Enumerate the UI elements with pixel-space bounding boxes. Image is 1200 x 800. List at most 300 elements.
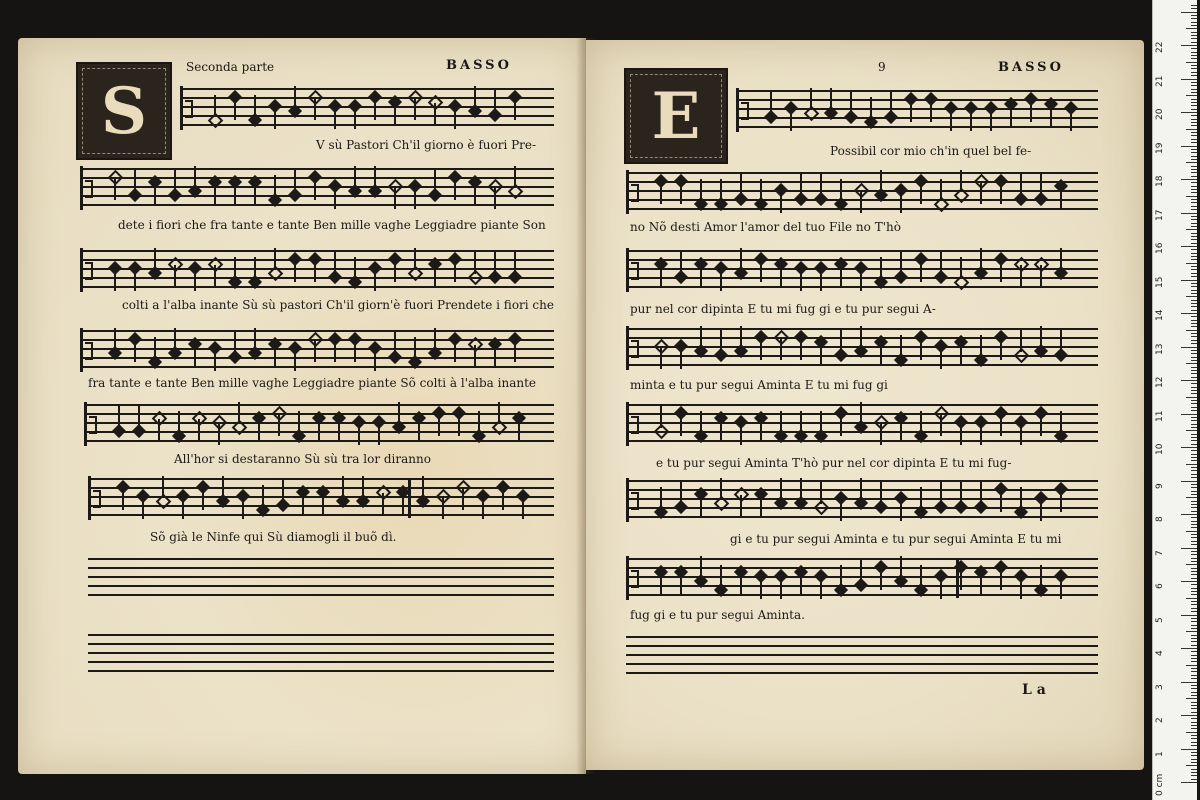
ruler-tick [1191,206,1197,207]
staff-line [626,337,1098,339]
ruler-tick [1191,35,1197,36]
note-stem [930,100,932,122]
note-stem [720,419,722,441]
ruler-tick [1191,450,1197,451]
note-stem [720,179,722,201]
ruler-tick [1181,581,1197,582]
note-stem [1000,414,1002,436]
ruler-number: 11 [1155,410,1165,422]
music-staff [88,478,554,518]
note-stem [920,182,922,204]
note-stem [514,166,516,188]
note-stem [1020,265,1022,287]
ruler-tick [1191,638,1197,639]
note-stem [442,497,444,519]
ruler-tick [1191,383,1197,384]
note-stem [840,330,842,352]
ruler-tick [1191,628,1197,629]
ruler-number: 17 [1155,209,1165,221]
ruler-tick [1186,363,1197,364]
note-stem [334,107,336,129]
staff-line [626,663,1098,665]
clef-icon [88,476,103,520]
ruler-tick [1191,186,1197,187]
note-stem [820,174,822,196]
note-stem [394,103,396,125]
music-staff [626,172,1098,212]
ruler-tick [1191,608,1197,609]
page-number: 9 [878,60,886,74]
ruler-tick [1191,779,1197,780]
note-stem [960,170,962,192]
note-stem [860,326,862,348]
note-stem [850,92,852,114]
ruler-tick [1191,202,1197,203]
note-stem [1060,330,1062,352]
note-stem [680,182,682,204]
note-stem [494,90,496,112]
staff-line [180,106,554,108]
note-stem [800,269,802,291]
staff-line [80,195,554,197]
note-stem [134,340,136,362]
note-stem [214,349,216,371]
ruler-tick [1186,129,1197,130]
note-stem [258,419,260,441]
ruler-tick [1186,95,1197,96]
ruler-tick [1191,591,1197,592]
note-stem [920,565,922,587]
staff-line [80,348,554,350]
note-stem [1040,174,1042,196]
note-stem [394,187,396,209]
ruler-number: 12 [1155,376,1165,388]
ruler-tick [1191,58,1197,59]
note-stem [134,269,136,291]
note-stem [780,191,782,213]
note-stem [194,269,196,291]
note-stem [434,328,436,350]
note-stem [494,252,496,274]
part-heading: BASSO [446,58,512,73]
note-stem [274,345,276,367]
lyric-line: V sù Pastori Ch'il giorno è fuori Pre- [316,138,537,152]
ruler-tick [1186,564,1197,565]
ruler-tick [1181,481,1197,482]
note-stem [142,497,144,519]
ruler-number: 14 [1155,309,1165,321]
note-stem [482,497,484,519]
staff-line [88,558,554,560]
ruler-tick [1186,430,1197,431]
ruler-tick [1191,82,1197,83]
note-stem [700,411,702,433]
note-stem [302,493,304,515]
note-stem [1020,487,1022,509]
note-stem [362,476,364,498]
note-stem [314,340,316,362]
note-stem [438,414,440,436]
note-stem [760,419,762,441]
ruler-tick [1191,578,1197,579]
staff-line [626,413,1098,415]
clef-icon [626,170,641,214]
ruler-tick [1191,336,1197,337]
staff-line [88,643,554,645]
ruler-tick [1181,246,1197,247]
note-stem [960,257,962,279]
ruler-tick [1191,239,1197,240]
music-staff [626,250,1098,290]
ruler-tick [1191,688,1197,689]
note-stem [680,252,682,274]
note-stem [338,419,340,441]
note-stem [318,419,320,441]
ruler-tick [1191,571,1197,572]
ruler-tick [1191,584,1197,585]
ruler-tick [1191,169,1197,170]
note-stem [920,338,922,360]
ruler-tick [1186,397,1197,398]
ruler-tick [1191,139,1197,140]
lyric-line: pur nel cor dipinta E tu mi fug gi e tu pur segui A- [630,302,936,316]
note-stem [740,326,742,348]
note-stem [840,179,842,201]
staff-line [80,286,554,288]
note-stem [154,248,156,270]
ruler-tick [1191,521,1197,522]
ruler-number: 22 [1155,41,1165,53]
note-stem [1060,187,1062,209]
ruler-tick [1191,390,1197,391]
note-stem [1060,248,1062,270]
note-stem [980,482,982,504]
note-stem [334,187,336,209]
initial-letter: E [651,78,701,154]
staff-line [626,286,1098,288]
note-stem [940,179,942,201]
ruler-tick [1191,156,1197,157]
note-stem [234,183,236,205]
note-stem [700,326,702,348]
note-stem [660,487,662,509]
staff-line [626,654,1098,656]
note-stem [800,338,802,360]
note-stem [1060,490,1062,512]
ruler-tick [1191,32,1197,33]
ruler-tick [1181,615,1197,616]
note-stem [378,423,380,445]
note-stem [1060,577,1062,599]
note-stem [950,109,952,131]
ruler-tick [1191,504,1197,505]
ruler-tick [1191,491,1197,492]
ruler-tick [1191,517,1197,518]
ruler-tick [1191,702,1197,703]
music-staff [80,330,554,370]
ruler-tick [1191,166,1197,167]
ruler-tick [1191,722,1197,723]
note-stem [780,478,782,500]
note-stem [680,347,682,369]
note-stem [840,565,842,587]
note-stem [820,577,822,599]
staff-line [626,567,1098,569]
note-stem [254,328,256,350]
note-stem [274,107,276,129]
ruler-tick [1181,179,1197,180]
ruler-tick [1191,558,1197,559]
ruler-tick [1186,330,1197,331]
staff-line [88,567,554,569]
note-stem [940,577,942,599]
ruler-tick [1186,162,1197,163]
ruler-tick [1191,52,1197,53]
note-stem [660,347,662,369]
note-stem [660,265,662,287]
note-stem [800,411,802,433]
note-stem [454,107,456,129]
clef-icon [626,248,641,292]
note-stem [940,414,942,436]
note-stem [820,482,822,504]
ruler-tick [1191,541,1197,542]
lyric-line: no Nõ desti Amor l'amor del tuo File no T'hò [630,220,901,234]
ruler-tick [1191,641,1197,642]
ruler-tick [1191,8,1197,9]
lyric-line: fug gi e tu pur segui Aminta. [630,608,805,622]
clef-icon [626,402,641,446]
staff-line [88,505,554,507]
note-stem [980,573,982,595]
ruler-number: 20 [1155,108,1165,120]
note-stem [900,191,902,213]
note-stem [780,577,782,599]
note-stem [890,92,892,114]
section-heading: Seconda parte [186,60,275,74]
ruler-tick [1191,655,1197,656]
ruler-tick [1191,269,1197,270]
note-stem [860,560,862,582]
ruler-number: 8 [1155,516,1165,522]
ruler-tick [1186,665,1197,666]
ruler-tick [1191,457,1197,458]
note-stem [880,170,882,192]
staff-line [626,172,1098,174]
lyric-line: gi e tu pur segui Aminta e tu pur segui Aminta E tu mi [730,532,1062,546]
note-stem [474,86,476,108]
ruler-tick [1191,477,1197,478]
ruler-tick [1191,293,1197,294]
left-page [18,38,586,774]
staff-line [84,404,554,406]
note-stem [434,265,436,287]
ruler-tick [1191,604,1197,605]
ruler-tick [1191,511,1197,512]
note-stem [182,497,184,519]
ruler-tick [1191,320,1197,321]
note-stem [900,335,902,357]
note-stem [294,170,296,192]
note-stem [374,98,376,120]
ruler-tick [1186,296,1197,297]
ruler-tick [1186,28,1197,29]
note-stem [134,170,136,192]
clef-icon [84,402,99,446]
clef-icon [626,478,641,522]
note-stem [940,252,942,274]
ruler-tick [1191,5,1197,6]
note-stem [700,556,702,578]
ruler-tick [1191,712,1197,713]
ruler-tick [1191,527,1197,528]
ruler-tick [1191,259,1197,260]
ruler-tick [1191,266,1197,267]
note-stem [414,187,416,209]
note-stem [234,332,236,354]
ruler-tick [1191,621,1197,622]
ruler-tick [1186,531,1197,532]
note-stem [740,573,742,595]
note-stem [322,493,324,515]
note-stem [458,414,460,436]
note-stem [1000,568,1002,590]
ruler-tick [1191,484,1197,485]
note-stem [262,485,264,507]
staff-line [626,328,1098,330]
note-stem [502,488,504,510]
note-stem [680,482,682,504]
ruler-tick [1191,735,1197,736]
ruler-tick [1191,360,1197,361]
note-stem [494,187,496,209]
note-stem [358,423,360,445]
note-stem [840,499,842,521]
note-stem [278,414,280,436]
note-stem [342,476,344,498]
note-stem [498,402,500,424]
lyric-line: dete i fiori che fra tante e tante Ben mille vaghe Leggiadre piante Son [118,218,546,232]
lyric-line: colti a l'alba inante Sù sù pastori Ch'il giorn'è fuori Prendete i fiori che [122,298,554,312]
ruler-tick [1191,742,1197,743]
ruler-tick [1186,464,1197,465]
lyric-line: fra tante e tante Ben mille vaghe Leggiadre piante Sõ colti à l'alba inante [88,376,537,390]
note-stem [254,257,256,279]
music-staff [80,250,554,290]
note-stem [840,265,842,287]
note-stem [1000,260,1002,282]
ruler-tick [1191,340,1197,341]
ruler-tick [1186,229,1197,230]
staff-line [88,576,554,578]
staff-line [88,670,554,672]
lyric-line: Sõ già le Ninfe qui Sù diamogli il buõ dì. [150,530,397,544]
ruler-tick [1191,142,1197,143]
ruler-tick [1191,444,1197,445]
note-stem [414,248,416,270]
note-stem [454,340,456,362]
ruler-tick [1191,588,1197,589]
note-stem [462,488,464,510]
ruler-tick [1191,152,1197,153]
staff-line [626,645,1098,647]
ruler-tick [1191,501,1197,502]
note-stem [830,88,832,110]
note-stem [274,175,276,197]
note-stem [740,174,742,196]
note-stem [174,170,176,192]
staff-line [626,558,1098,560]
note-stem [860,191,862,213]
ruler-tick [1191,728,1197,729]
ruler-tick [1191,367,1197,368]
note-stem [474,345,476,367]
ruler-tick [1191,685,1197,686]
ruler-tick [1191,48,1197,49]
music-staff [736,90,1098,130]
ruler-tick [1191,216,1197,217]
ruler-tick [1191,400,1197,401]
ruler-tick [1191,68,1197,69]
note-stem [174,265,176,287]
note-stem [1040,265,1042,287]
ruler-tick [1191,675,1197,676]
note-stem [154,183,156,205]
note-stem [282,480,284,502]
note-stem [418,419,420,441]
note-stem [334,340,336,362]
ruler-tick [1191,544,1197,545]
ruler-tick [1191,437,1197,438]
ruler-number: 3 [1155,683,1165,690]
note-stem [214,183,216,205]
ruler-tick [1191,467,1197,468]
ruler-tick [1191,718,1197,719]
note-stem [254,183,256,205]
ruler-tick [1191,99,1197,100]
staff-line [626,672,1098,674]
note-stem [800,573,802,595]
ruler-tick [1191,300,1197,301]
note-stem [1000,490,1002,512]
note-stem [810,88,812,110]
staff-line [88,661,554,663]
note-stem [770,92,772,114]
note-stem [138,406,140,428]
ruler-tick [1191,105,1197,106]
note-stem [114,269,116,291]
note-stem [860,402,862,424]
note-stem [900,419,902,441]
ruler-number: 19 [1155,142,1165,154]
note-stem [234,257,236,279]
note-stem [374,269,376,291]
music-staff [626,558,1098,598]
ruler-tick [1191,249,1197,250]
ruler-tick [1181,313,1197,314]
ruler-tick [1181,682,1197,683]
ruler-tick [1191,407,1197,408]
ruler-tick [1191,283,1197,284]
ruler-tick [1191,256,1197,257]
ruler-tick [1191,393,1197,394]
signature-mark: L a [1022,682,1046,698]
ruler-tick [1191,85,1197,86]
note-stem [660,182,662,204]
note-stem [518,419,520,441]
ruler-tick [1191,625,1197,626]
ruler-tick [1186,263,1197,264]
